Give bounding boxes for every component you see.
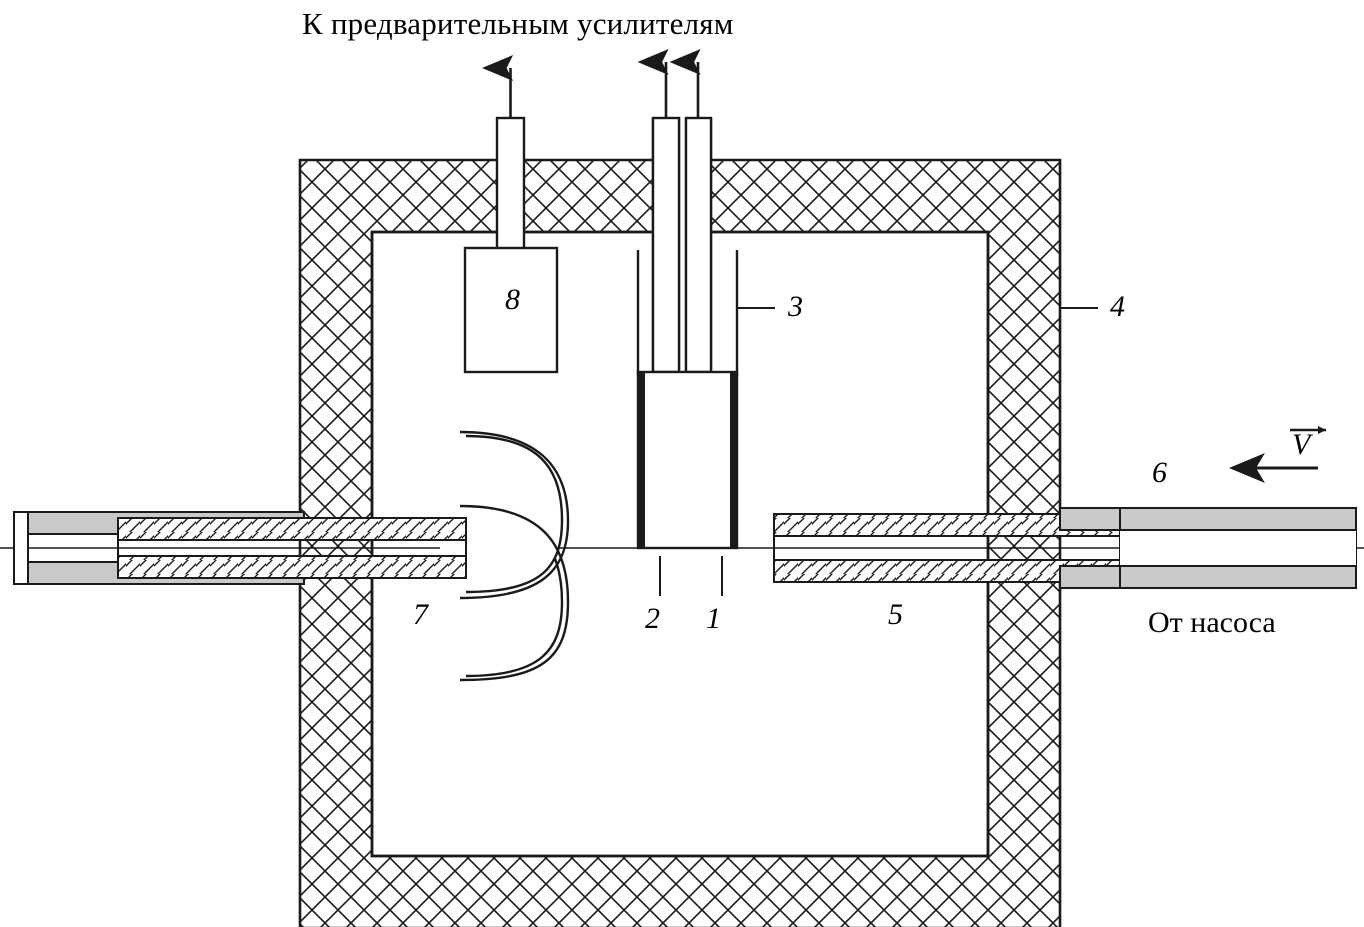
figure-title: К предварительным усилителям: [302, 6, 734, 41]
callout-1: 1: [706, 602, 721, 635]
callout-2: 2: [645, 602, 660, 635]
callout-6: 6: [1152, 456, 1167, 489]
probe-tube-left: [497, 68, 524, 250]
central-probe-assembly: [637, 62, 738, 548]
pump-label: От насоса: [1148, 606, 1276, 639]
callout-8: 8: [505, 283, 520, 316]
callout-3: 3: [788, 290, 803, 323]
velocity-label: V: [1292, 428, 1311, 461]
callout-5: 5: [888, 598, 903, 631]
vector-bar-head: [1318, 426, 1326, 434]
callout-4: 4: [1110, 290, 1125, 323]
callout-7: 7: [413, 598, 428, 631]
